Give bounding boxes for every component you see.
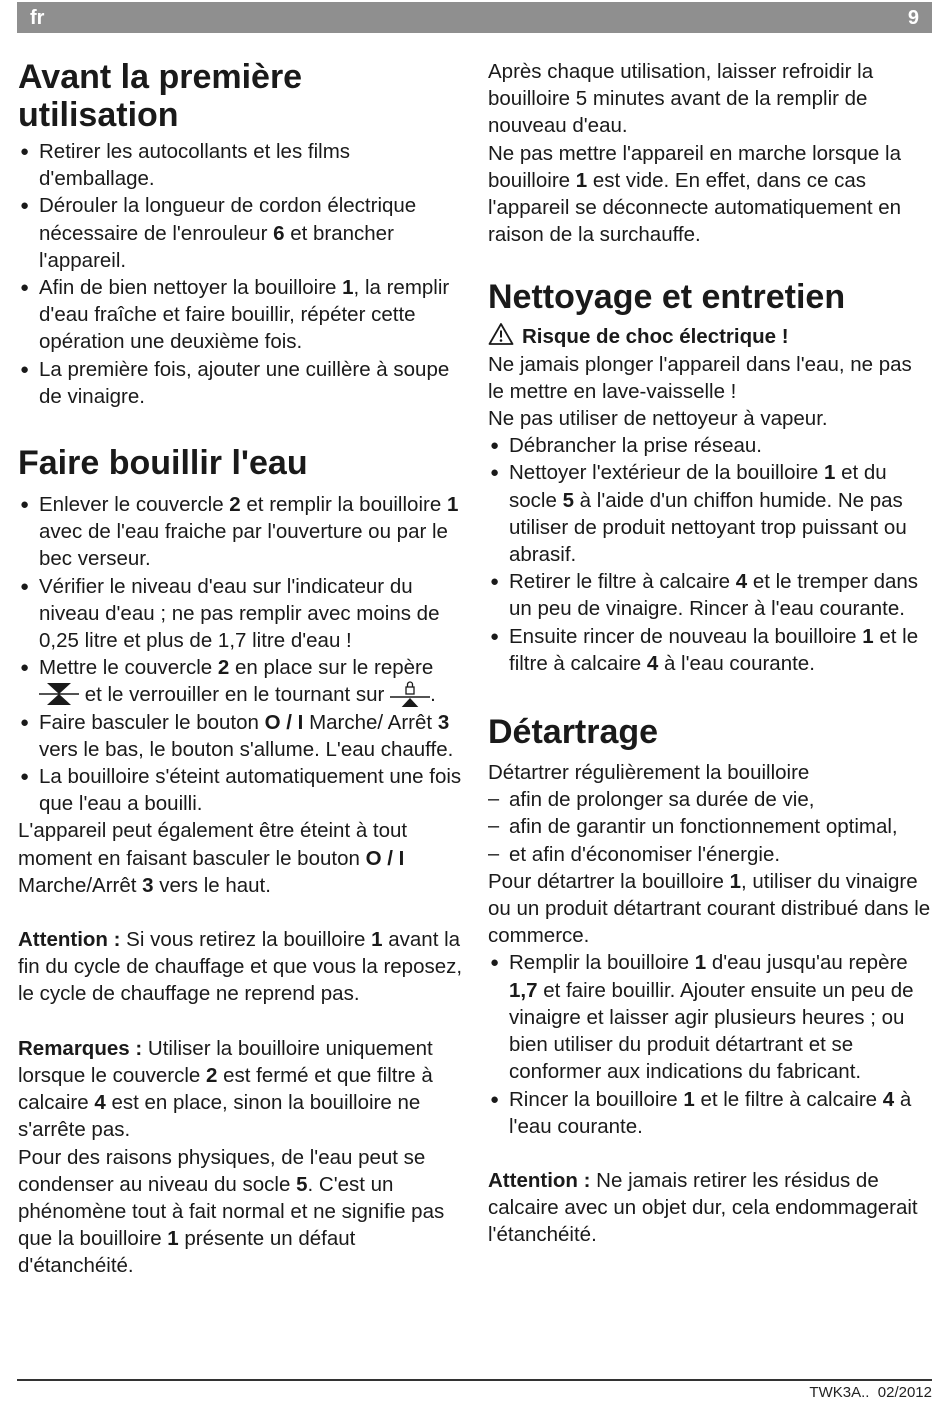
warning-triangle-icon xyxy=(488,322,514,346)
list-item xyxy=(488,623,933,677)
page-header-bar xyxy=(17,2,932,33)
cleaning-list xyxy=(488,432,933,677)
list-item xyxy=(18,763,463,817)
ref-number: 1 xyxy=(446,493,459,517)
list-item xyxy=(18,709,463,763)
switch-off-paragraph xyxy=(18,817,463,899)
ref-number: 1 xyxy=(371,928,383,952)
text: Afin de bien nettoyer la bouilloire xyxy=(39,276,343,300)
descaling-intro: Détartrer régulièrement la bouilloire xyxy=(488,761,810,785)
ref-number: 2 xyxy=(229,493,241,517)
section-title-boil-water: Faire bouillir l'eau xyxy=(18,444,308,483)
text: présente un défaut d'étanchéité. xyxy=(18,1227,356,1278)
list-item xyxy=(18,274,463,356)
boil-water-list xyxy=(18,491,463,817)
right-column xyxy=(488,58,933,1249)
text: est en place, sinon la bouilloire ne s'arrête pas. xyxy=(18,1091,421,1142)
ref-number: 3 xyxy=(142,873,154,897)
list-item xyxy=(18,573,463,655)
remarks-paragraph xyxy=(18,1035,463,1144)
text: , utiliser du vinaigre ou un produit détartrant courant distribué dans le commerce. xyxy=(488,869,931,948)
attention-paragraph xyxy=(18,926,463,1008)
text: et le verrouiller en le tournant sur xyxy=(79,683,391,707)
ref-number: 4 xyxy=(735,570,748,594)
text: d'eau jusqu'au repère xyxy=(706,951,908,975)
text: Nettoyer l'extérieur de la bouilloire xyxy=(509,461,824,485)
text: et remplir la bouilloire xyxy=(240,493,447,517)
list-item xyxy=(18,491,463,573)
empty-kettle-paragraph xyxy=(488,140,933,249)
warning-title: Risque de choc électrique ! xyxy=(522,325,789,349)
text: et le filtre à calcaire xyxy=(694,1087,883,1111)
list-item xyxy=(488,568,933,622)
ref-number: 1,7 xyxy=(509,978,538,1002)
ref-number: 1 xyxy=(694,951,707,975)
ref-number: 1 xyxy=(729,869,741,893)
language-code: fr xyxy=(30,7,45,29)
ref-number: 6 xyxy=(273,221,285,245)
text: Pour détartrer la bouilloire xyxy=(488,869,730,893)
text: Débrancher la prise réseau. xyxy=(509,434,762,458)
list-item xyxy=(18,356,463,410)
warning-text: Ne jamais plonger l'appareil dans l'eau, ne pas le mettre en lave-vaisselle ! xyxy=(488,352,912,403)
text: Rincer la bouilloire xyxy=(509,1087,684,1111)
text: en place sur le repère xyxy=(229,656,434,680)
text: Mettre le couvercle xyxy=(39,656,218,680)
descaling-list xyxy=(488,949,933,1139)
intro-paragraph: Après chaque utilisation, laisser refroidir la bouilloire 5 minutes avant de la remplir de nouveau d'eau. xyxy=(488,60,874,138)
list-item-text: Retirer les autocollants et les films d'emballage. xyxy=(39,140,351,191)
text: Retirer le filtre à calcaire xyxy=(509,570,736,594)
ref-number: 5 xyxy=(296,1172,308,1196)
first-use-list xyxy=(18,138,463,410)
page-number: 9 xyxy=(907,7,919,29)
list-item xyxy=(488,432,933,459)
text: Ne pas mettre l'appareil en marche lorsque la bouilloire xyxy=(488,141,901,192)
ref-number: 3 xyxy=(437,710,450,734)
lock-mark-icon xyxy=(390,681,430,707)
text: , la remplir d'eau fraîche et faire bouillir, répéter cette opération une deuxième fois. xyxy=(39,276,450,354)
text: à l'aide d'un chiffon humide. Ne pas utiliser de produit nettoyant trop puissant ou abrasif. xyxy=(509,488,907,567)
text: et faire bouillir. Ajouter ensuite un peu de vinaigre et laisser agir plusieurs heures ; ou bien utiliser du produit détartrant et se conformer aux indications du fabricant. xyxy=(509,978,914,1084)
list-item xyxy=(18,192,463,274)
attention-label: Attention : xyxy=(18,928,121,952)
ref-number: 4 xyxy=(646,651,659,675)
ref-number: 4 xyxy=(882,1087,895,1111)
descaling-method xyxy=(488,868,933,950)
text: à l'eau courante. xyxy=(658,651,815,675)
list-item: – afin de prolonger sa durée de vie, xyxy=(488,786,933,813)
list-item xyxy=(18,654,463,708)
text: . C'est un phénomène tout à fait normal et ne signifie pas que la bouilloire xyxy=(18,1172,445,1251)
text: Marche/ Arrêt xyxy=(303,710,438,734)
remarks-label: Remarques : xyxy=(18,1036,143,1060)
text: vers le haut. xyxy=(153,873,271,897)
text: Remplir la bouilloire xyxy=(509,951,695,975)
list-item xyxy=(488,459,933,568)
ref-number: 1 xyxy=(824,461,836,485)
text: Faire basculer le bouton xyxy=(39,710,265,734)
text: La bouilloire s'éteint automatiquement une fois que l'eau a bouilli. xyxy=(39,765,462,816)
list-item-text: La première fois, ajouter une cuillère à soupe de vinaigre. xyxy=(39,357,450,408)
text: Dérouler la longueur de cordon électrique nécessaire de l'enrouleur xyxy=(39,194,417,245)
text: avec de l'eau fraiche par l'ouverture ou par le bec verseur. xyxy=(39,520,448,571)
list-item xyxy=(488,1086,933,1140)
text: est fermé et que filtre à calcaire xyxy=(18,1063,433,1115)
list-item xyxy=(488,949,933,1085)
ref-number: 1 xyxy=(575,168,588,192)
text: avant la fin du cycle de chauffage et que vous la reposez, le cycle de chauffage ne reprend pas. xyxy=(18,928,463,1006)
ref-number: 1 xyxy=(342,276,354,300)
ref-number: 2 xyxy=(206,1063,218,1087)
ref-number: 5 xyxy=(562,488,574,512)
text: Enlever le couvercle xyxy=(39,493,230,517)
steam-note: Ne pas utiliser de nettoyeur à vapeur. xyxy=(488,407,828,431)
section-title-first-use: Avant la première utilisation xyxy=(18,58,303,134)
descaling-reasons xyxy=(488,786,933,868)
attention-paragraph xyxy=(488,1167,933,1249)
text: L'appareil peut également être éteint à tout moment en faisant basculer le bouton xyxy=(18,819,408,870)
text: est vide. En effet, dans ce cas l'appareil se déconnecte automatiquement en raison de la surchauffe. xyxy=(488,168,902,247)
attention-label: Attention : xyxy=(488,1168,591,1192)
model-number: TWK3A.. xyxy=(809,1384,870,1401)
ref-number: 2 xyxy=(217,656,230,680)
list-item: – afin de garantir un fonctionnement optimal, xyxy=(488,813,933,840)
text: à l'eau courante. xyxy=(509,1087,912,1138)
section-title-cleaning: Nettoyage et entretien xyxy=(488,278,846,317)
switch-symbol: O / I xyxy=(264,710,304,734)
text: Utiliser la bouilloire uniquement lorsque le couvercle xyxy=(18,1036,433,1087)
warning-heading xyxy=(488,322,933,350)
text: et le tremper dans un peu de vinaigre. Rincer à l'eau courante. xyxy=(509,570,919,621)
footer-divider xyxy=(17,1379,932,1381)
section-title-descaling: Détartrage xyxy=(488,713,659,752)
text: et brancher l'appareil. xyxy=(39,221,394,272)
list-item xyxy=(18,138,463,192)
ref-number: 4 xyxy=(94,1091,106,1115)
text: et du socle xyxy=(509,461,887,512)
footer xyxy=(809,1384,932,1401)
text: . xyxy=(430,683,436,707)
lid-mark-icon xyxy=(39,681,79,707)
text: Vérifier le niveau d'eau sur l'indicateur du niveau d'eau ; ne pas remplir avec moins de 0,25 litre et plus de 1,7 litre d'eau ! xyxy=(39,574,440,653)
list-item: – et afin d'économiser l'énergie. xyxy=(488,841,933,868)
ref-number: 1 xyxy=(683,1087,695,1111)
text: Si vous retirez la bouilloire xyxy=(120,928,372,952)
text: Pour des raisons physiques, de l'eau peut se condenser au niveau du socle xyxy=(18,1145,426,1196)
text: Ne jamais retirer les résidus de calcaire avec un objet dur, cela endommagerait l'étanchéité. xyxy=(488,1168,918,1247)
revision-date: 02/2012 xyxy=(877,1384,932,1401)
ref-number: 1 xyxy=(167,1227,179,1251)
text: Marche/Arrêt xyxy=(18,873,143,897)
ref-number: 1 xyxy=(862,624,874,648)
condensation-paragraph xyxy=(18,1144,463,1280)
switch-symbol: O / I xyxy=(365,846,405,870)
text: et le filtre à calcaire xyxy=(509,624,919,675)
text: Ensuite rincer de nouveau la bouilloire xyxy=(509,624,863,648)
text: vers le bas, le bouton s'allume. L'eau chauffe. xyxy=(39,737,454,761)
left-column xyxy=(18,58,463,1280)
